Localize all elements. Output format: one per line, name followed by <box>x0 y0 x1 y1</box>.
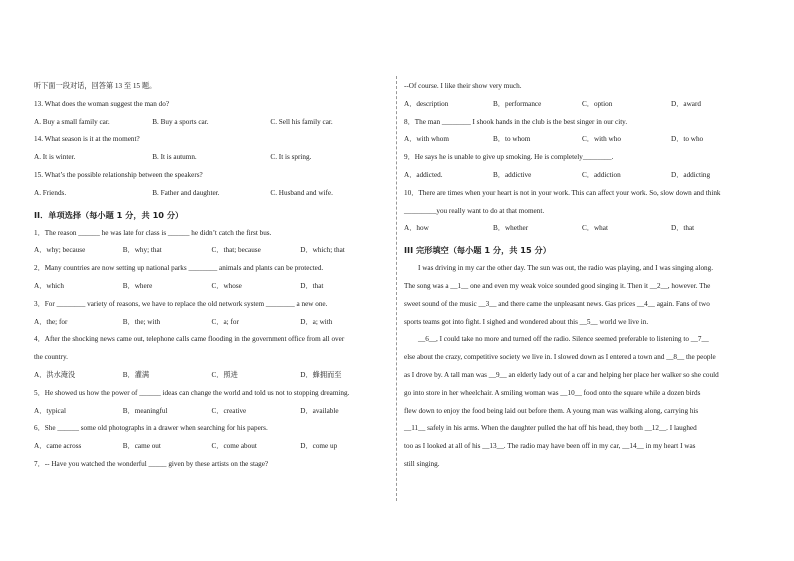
option-c: C．a; for <box>211 317 239 326</box>
choice-question-3-options <box>34 314 389 332</box>
option-b: B. Father and daughter. <box>152 188 220 197</box>
option-a: A．how <box>404 224 429 233</box>
choice-question-1-options <box>34 242 389 260</box>
cloze-line: sports teams got into fight. I sighed and wondered about this __5__ world we live in. <box>404 317 649 326</box>
option-a: A．洪水淹没 <box>34 370 76 379</box>
left-column <box>34 78 389 474</box>
option-b: B．to whom <box>493 135 531 144</box>
option-a: A．came across <box>34 442 82 451</box>
option-a: A．addicted. <box>404 170 443 179</box>
section-3-heading: III 完形填空（每小题 1 分，共 15 分） <box>404 245 551 256</box>
choice-question-10-line1: 10．There are times when your heart is not in your work. This can affect your work. So, slow down and think <box>404 188 721 197</box>
choice-question-8-options <box>404 131 760 149</box>
option-a: A．typical <box>34 406 66 415</box>
option-c: C．creative <box>211 406 247 415</box>
option-a: A．with whom <box>404 135 449 144</box>
option-d: D．award <box>671 99 701 108</box>
cloze-line: I was driving in my car the other day. The sun was out, the radio was playing, and I was singing along. <box>418 264 714 273</box>
option-b: B. It is autumn. <box>152 153 197 162</box>
option-c: C. Sell his family car. <box>270 117 333 126</box>
cloze-line: else about the crazy, competitive society we live in. I slowed down as I entered a town and __8__ the people <box>404 353 716 362</box>
cloze-line: flew down to enjoy the food being laid out before them. A young man was walking along, carrying his <box>404 406 699 415</box>
option-b: B．whether <box>493 224 529 233</box>
option-b: B．addictive <box>493 170 532 179</box>
choice-question-10-options <box>404 220 760 238</box>
option-b: B．where <box>122 281 153 290</box>
choice-question-1: 1．The reason ______ he was late for class is ______ he didn’t catch the first bus. <box>34 228 272 237</box>
option-b: B．the; with <box>122 317 161 326</box>
option-a: A．why; because <box>34 246 86 255</box>
option-c: C. Husband and wife. <box>270 188 333 197</box>
choice-question-7: 7．-- Have you watched the wonderful _____ given by these artists on the stage? <box>34 459 269 468</box>
choice-question-7-options <box>404 96 760 114</box>
option-c: C．come about <box>211 442 257 451</box>
choice-question-2-options <box>34 278 389 296</box>
choice-question-4-options <box>34 367 389 385</box>
question-15: 15. What’s the possible relationship between the speakers? <box>34 170 203 179</box>
option-b: B．performance <box>493 99 542 108</box>
cloze-line: as I drove by. A tall man was __9__ an elderly lady out of a car and helping her place her walker so she could <box>404 370 719 379</box>
question-14: 14. What season is it at the moment? <box>34 135 140 144</box>
option-c: C．option <box>582 99 613 108</box>
choice-question-5-options <box>34 403 389 421</box>
option-d: D．蜂拥而至 <box>300 370 342 379</box>
choice-question-5: 5．He showed us how the power of ______ ideas can change the world and told us not to stopping dreaming. <box>34 388 350 397</box>
listening-intro: 听下面一段对话，回答第 13 至 15 题。 <box>34 82 157 90</box>
option-c: C．with who <box>582 135 621 144</box>
option-c: C．whose <box>211 281 242 290</box>
question-14-options <box>34 149 389 167</box>
right-column <box>404 78 760 474</box>
option-c: C．what <box>582 224 608 233</box>
option-b: B．why; that <box>122 246 162 255</box>
choice-question-3: 3．For ________ variety of reasons, we have to replace the old network system ________ a new one. <box>34 299 328 308</box>
cloze-passage <box>404 260 760 474</box>
option-d: D．come up <box>300 442 338 451</box>
option-d: D．to who <box>671 135 704 144</box>
option-a: A. It is winter. <box>34 153 76 162</box>
choice-question-10-line2: _________you really want to do at that moment. <box>404 206 545 215</box>
option-a: A．description <box>404 99 449 108</box>
choice-question-4-line1: 4．After the shocking news came out, telephone calls came flooding in the government office from all over <box>34 335 345 344</box>
option-c: C. It is spring. <box>270 153 312 162</box>
cloze-line: still singing. <box>404 459 440 468</box>
option-a: A. Friends. <box>34 188 67 197</box>
cloze-line: too as I looked at all of his __13__. The radio may have been off in my car, __14__ in my heart I was <box>404 442 696 451</box>
question-15-options <box>34 185 389 203</box>
cloze-line: sweet sound of the music __3__ and there came the unpleasant news. Gas prices __4__ again. Fans of two <box>404 299 710 308</box>
cloze-line: __6__, I could take no more and turned off the radio. Silence seemed preferable to listening to __7__ <box>418 335 709 344</box>
choice-question-6-options <box>34 438 389 456</box>
option-c: C．照进 <box>211 370 238 379</box>
option-d: D．that <box>300 281 324 290</box>
question-13: 13. What does the woman suggest the man do? <box>34 99 170 108</box>
section-2-heading: II．单项选择（每小题 1 分，共 10 分） <box>34 209 184 220</box>
cloze-line: The song was a __1__ one and even my weak voice sounded good singing it. Then it __2__, however. The <box>404 281 711 290</box>
choice-question-4-line2: the country. <box>34 353 68 362</box>
question-13-options <box>34 114 389 132</box>
option-d: D．a; with <box>300 317 333 326</box>
option-a: A．the; for <box>34 317 68 326</box>
option-c: C．that; because <box>211 246 261 255</box>
choice-question-8: 8．The man ________ I shook hands in the club is the best singer in our city. <box>404 117 628 126</box>
option-d: D．which; that <box>300 246 345 255</box>
option-c: C．addiction <box>582 170 621 179</box>
choice-question-9-options <box>404 167 760 185</box>
column-divider <box>396 76 397 501</box>
option-b: B. Buy a sports car. <box>152 117 209 126</box>
option-d: D．addicting <box>671 170 711 179</box>
option-b: B．meaningful <box>122 406 168 415</box>
cloze-line: __11__ safely in his arms. When the daughter pulled the hat off his head, they both __12__. I laughed <box>404 424 697 433</box>
choice-question-7-answer: --Of course. I like their show very much. <box>404 82 522 90</box>
option-d: D．that <box>671 224 695 233</box>
option-d: D．available <box>300 406 339 415</box>
option-b: B．came out <box>122 442 161 451</box>
choice-question-9: 9．He says he is unable to give up smoking. He is completely________. <box>404 153 614 162</box>
choice-question-2: 2．Many countries are now setting up national parks ________ animals and plants can be protected. <box>34 264 324 273</box>
option-b: B．灌满 <box>122 370 150 379</box>
option-a: A. Buy a small family car. <box>34 117 110 126</box>
choice-question-6: 6．She ______ some old photographs in a drawer when searching for his papers. <box>34 424 268 433</box>
option-a: A．which <box>34 281 64 290</box>
cloze-line: go into store in her wheelchair. A smiling woman was __10__ food onto the square while a dozen birds <box>404 388 701 397</box>
